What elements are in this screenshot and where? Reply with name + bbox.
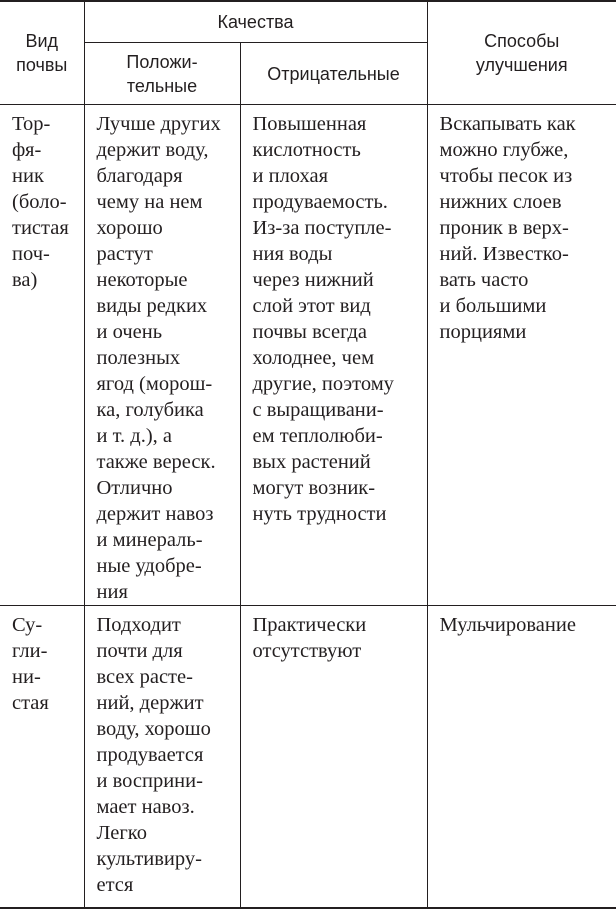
header-improvement: Способы улучшения (427, 1, 616, 105)
cell-negative: Повышенная кислотность и плохая продуваемость. Из-за поступле- ния воды через нижний слой этот вид почвы всегда холоднее, чем другие, поэтому с выращивани- ем теплолюби- вых растений могут возник- нуть трудности (240, 105, 427, 606)
cell-soil-type: Су- гли- ни- стая (0, 606, 84, 908)
header-qualities: Качества (84, 1, 427, 43)
table-row (0, 606, 616, 908)
table-row (0, 105, 616, 606)
cell-improvement: Мульчирование (427, 606, 616, 908)
header-row-top (0, 1, 616, 43)
header-negative: Отрицательные (240, 43, 427, 105)
cell-improvement: Вскапывать как можно глубже, чтобы песок из нижних слоев проник в верх- ний. Известко- вать часто и большими порциями (427, 105, 616, 606)
header-positive: Положи- тельные (84, 43, 240, 105)
cell-positive: Лучше других держит воду, благодаря чему на нем хорошо растут некоторые виды редких и очень полезных ягод (морош- ка, голубика и т. д.), а также вереск. Отлично держит навоз и минераль- ные удобре- ния (84, 105, 240, 606)
header-soil-type: Вид почвы (0, 1, 84, 105)
cell-soil-type: Тор- фя- ник (боло- тистая поч- ва) (0, 105, 84, 606)
cell-positive: Подходит почти для всех расте- ний, держит воду, хорошо продувается и восприни- мает навоз. Легко культивиру- ется (84, 606, 240, 908)
cell-negative: Практически отсутствуют (240, 606, 427, 908)
